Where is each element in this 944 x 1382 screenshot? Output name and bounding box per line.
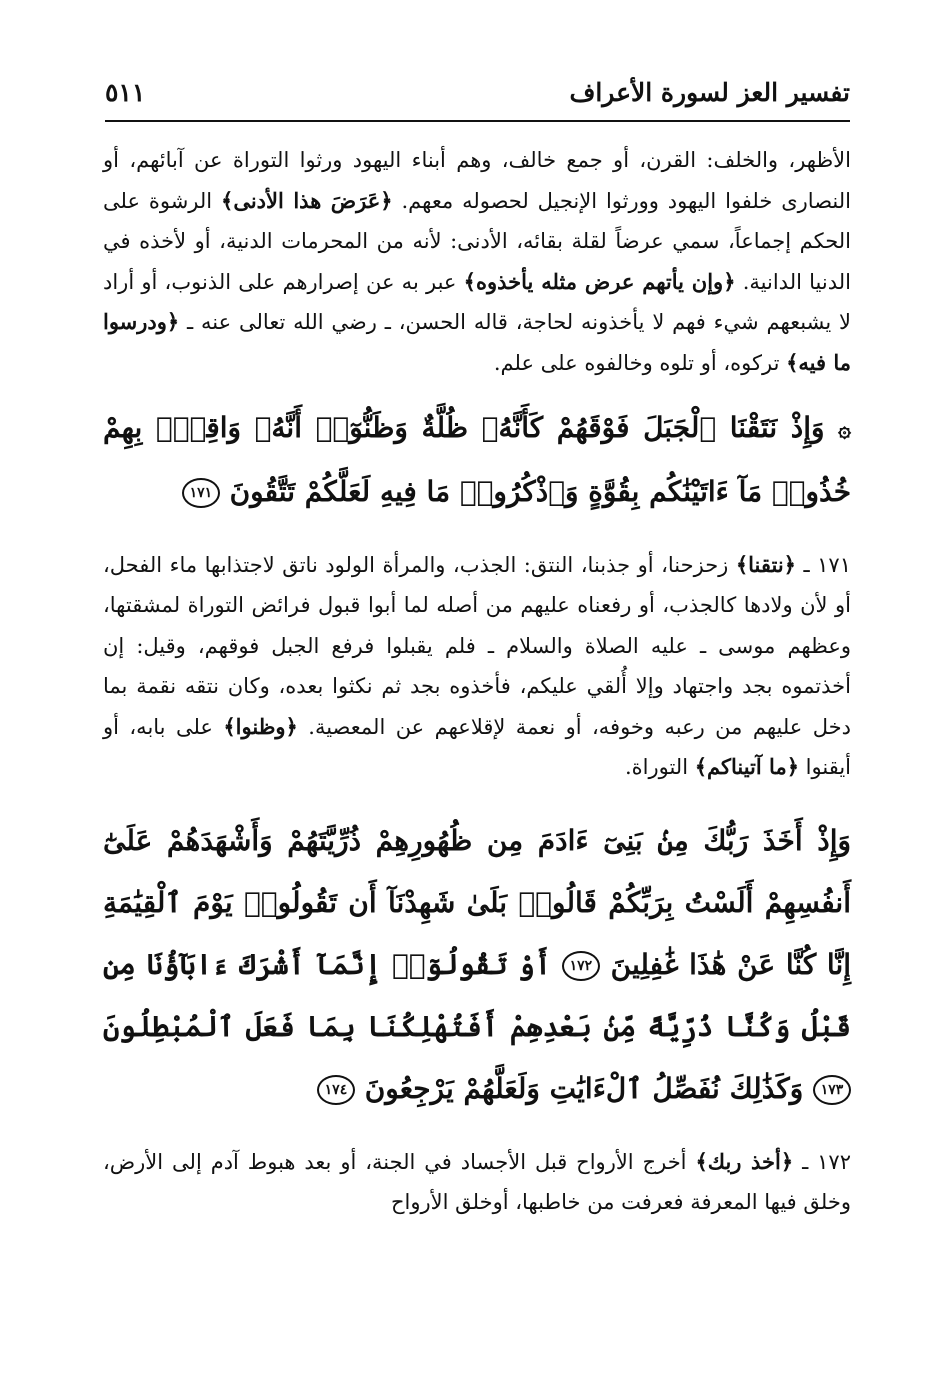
quran-verse-171	[103, 397, 851, 523]
hizb-ornament-icon: ۞	[838, 416, 851, 443]
verse-text: أَوْ تَقُولُوٓا۟ إِنَّمَآ أَشْرَكَ ءَابَآؤُنَا مِن قَبْلُ وَكُنَّا ذُرِّيَّةً مِّنۢ بَعْدِهِمْ أَفَتُهْلِكُنَا بِمَا فَعَلَ ٱلْمُبْطِلُونَ	[103, 947, 851, 1043]
text-run: عبر به عن إصرارهم على الذنوب، أو أراد لا يشبعهم شيء فهم لا يأخذونه لحاجة، قاله الحسن، ـ رضي الله تعالى عنه ـ	[103, 269, 851, 334]
entry-number: ١٧١ ـ	[795, 552, 851, 577]
ayah-number-marker: ١٧١	[182, 478, 220, 508]
page-body	[103, 140, 851, 1223]
quran-verses-172-174	[103, 810, 851, 1120]
running-title: تفسير العز لسورة الأعراف	[569, 78, 850, 107]
text-run: الرشوة على الحكم إجماعاً، سمي عرضاً لقلة بقائه، الأدنى: لأنه من المحرمات الدنية، أو لأخذه في الدنيا الدانية.	[103, 188, 851, 294]
text-run: أخرج الأرواح قبل الأجساد في الجنة، أو بعد هبوط آدم إلى الأرض، وخلق فيها المعرفة فعرفت من خاطبها، أوخلق الأرواح	[103, 1149, 851, 1214]
text-run: الأظهر، والخلف: القرن، أو جمع خالف، وهم أبناء اليهود ورثوا التوراة عن آبائهم، أو النصارى خلفوا اليهود وورثوا الإنجيل لحصوله معهم.	[103, 148, 851, 213]
text-run: على بابه، أو أيقنوا	[103, 714, 851, 779]
ayah-number-marker: ١٧٤	[317, 1075, 355, 1105]
page-number: ٥١١	[105, 78, 146, 107]
header-rule	[105, 120, 850, 122]
quoted-phrase: ﴿أخذ ربك﴾	[695, 1148, 794, 1174]
commentary-paragraph-2	[103, 545, 851, 788]
quoted-phrase: ﴿وظنوا﴾	[223, 713, 298, 739]
quoted-phrase: ﴿ودرسوا ما فيه﴾	[103, 309, 851, 375]
verse-text: وَإِذْ أَخَذَ رَبُّكَ مِنۢ بَنِىٓ ءَادَمَ مِن ظُهُورِهِمْ ذُرِّيَّتَهُمْ وَأَشْهَدَهُمْ عَلَىٰٓ أَنفُسِهِمْ أَلَسْتُ بِرَبِّكُمْ قَالُوا۟ بَلَىٰ شَهِدْنَآ أَن تَقُولُوا۟ يَوْمَ ٱلْقِيَٰمَةِ إِنَّا كُنَّا عَنْ هَٰذَا غَٰفِلِينَ	[103, 823, 852, 981]
text-run: التوراة.	[624, 755, 695, 779]
text-run: زحزحنا، أو جذبنا، النتق: الجذب، والمرأة الولود ناتق لاجتذابها ماء الفحل، أو لأن ولادها كالجذب، أو رفعناه عليهم من أصله لما أبوا قبول فرائض التوراة لمشقتها، وعظهم موسى ـ عليه الصلاة والسلام ـ فلم يقبلوا فرفع الجبل فوقهم، وقيل: إن أخذتموه بجد واجتهاد وإلا أُلقي عليكم، فأخذوه بجد ثم نكثوا بعده، وكان نتقه نقمة بما دخل عليهم من رعبه وخوفه، أو نعمة لإقلاعهم عن المعصية.	[103, 552, 851, 739]
verse-text: وَكَذَٰلِكَ نُفَصِّلُ ٱلْءَايَٰتِ وَلَعَلَّهُمْ يَرْجِعُونَ	[364, 1071, 804, 1105]
quoted-phrase: ﴿نتقنا﴾	[735, 551, 796, 577]
quoted-phrase: ﴿ما آتيناكم﴾	[694, 754, 799, 779]
commentary-paragraph-1	[103, 140, 851, 383]
running-header	[105, 72, 850, 122]
quoted-phrase: ﴿عَرَضَ هذا الأدنى﴾	[221, 187, 393, 213]
verse-text: وَإِذْ نَتَقْنَا ٱلْجَبَلَ فَوْقَهُمْ كَأَنَّهُۥ ظُلَّةٌ وَظَنُّوٓا۟ أَنَّهُۥ وَاقِعٌۢ بِهِمْ خُذُوا۟ مَآ ءَاتَيْنَٰكُم بِقُوَّةٍ وَٱذْكُرُوا۟ مَا فِيهِ لَعَلَّكُمْ تَتَّقُونَ	[103, 411, 851, 508]
ayah-number-marker: ١٧٢	[562, 951, 600, 981]
entry-number: ١٧٢ ـ	[793, 1149, 851, 1174]
text-run: تركوه، أو تلوه وخالفوه على علم.	[493, 350, 787, 375]
quoted-phrase: ﴿وإن يأتهم عرض مثله يأخذوه﴾	[463, 268, 736, 294]
commentary-paragraph-3	[103, 1142, 851, 1223]
ayah-number-marker: ١٧٣	[813, 1075, 851, 1105]
